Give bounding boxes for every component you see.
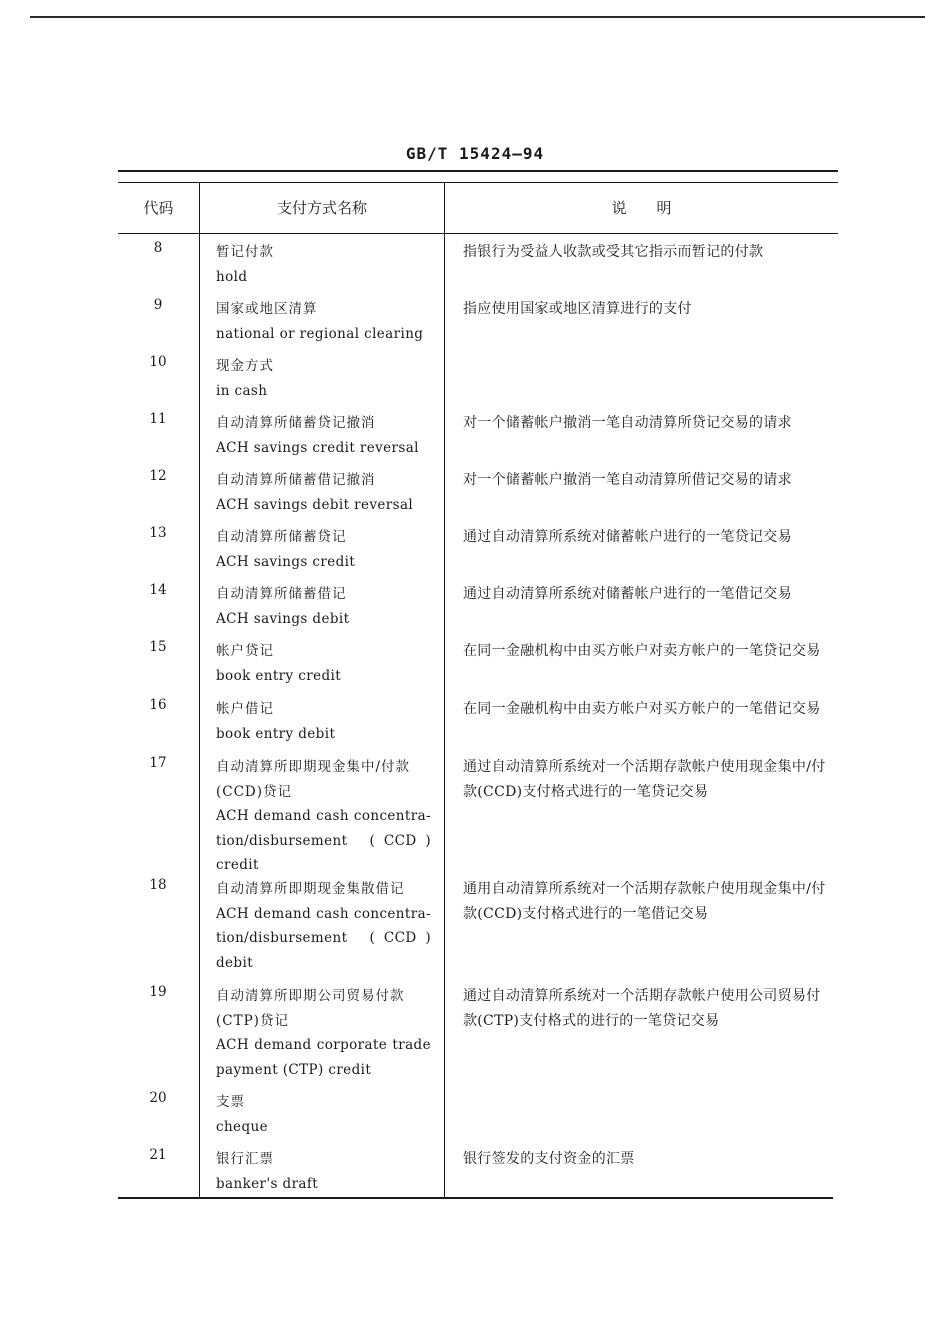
row-name-zh: 自动清算所储蓄借记	[216, 586, 347, 602]
row-name-en: ACH demand cash concentra-	[216, 808, 431, 824]
row-description: 在同一金融机构中由卖方帐户对买方帐户的一笔借记交易	[463, 701, 821, 717]
row-name-zh: 帐户借记	[216, 701, 274, 717]
row-code: 21	[149, 1147, 167, 1163]
row-code: 14	[149, 582, 167, 598]
column-header-code: 代码	[143, 199, 174, 217]
row-name	[216, 582, 431, 631]
row-description: 通用自动清算所系统对一个活期存款帐户使用现金集中/付款(CCD)支付格式进行的一笔借记交易	[463, 881, 826, 922]
row-name	[216, 468, 431, 517]
row-name-zh: 支票	[216, 1094, 245, 1110]
row-name-zh: 银行汇票	[216, 1151, 274, 1167]
row-name	[216, 240, 431, 289]
row-code: 18	[149, 877, 167, 893]
row-code: 11	[149, 411, 167, 427]
row-description: 对一个储蓄帐户撤消一笔自动清算所贷记交易的请求	[463, 415, 792, 431]
row-name-en: cheque	[216, 1118, 268, 1135]
row-name	[216, 297, 431, 346]
row-description: 通过自动清算所系统对储蓄帐户进行的一笔借记交易	[463, 586, 792, 602]
column-header-description: 说 明	[611, 199, 672, 217]
column-header-name: 支付方式名称	[276, 199, 367, 217]
row-name-en: in cash	[216, 382, 268, 399]
row-description: 通过自动清算所系统对一个活期存款帐户使用现金集中/付款(CCD)支付格式进行的一笔贷记交易	[463, 759, 826, 800]
row-name	[216, 755, 431, 878]
row-name-en: banker's draft	[216, 1175, 319, 1192]
row-code: 13	[149, 525, 167, 541]
row-name-zh: 自动清算所储蓄借记撤消	[216, 472, 376, 488]
row-code: 10	[149, 354, 167, 370]
row-name-en: tion/disbursement ( CCD )	[216, 832, 431, 849]
standard-number-header: GB/T 15424—94	[405, 144, 545, 163]
row-name-en: tion/disbursement ( CCD )	[216, 930, 431, 946]
row-name	[216, 1090, 431, 1139]
row-name-en: book entry debit	[216, 725, 336, 742]
row-description: 通过自动清算所系统对一个活期存款帐户使用公司贸易付款(CTP)支付格式的进行的一笔贷记交易	[463, 988, 821, 1029]
row-code: 20	[149, 1090, 167, 1106]
row-name	[216, 877, 431, 975]
row-name	[216, 411, 431, 460]
row-name-en: credit	[216, 857, 259, 873]
row-description: 指应使用国家或地区清算进行的支付	[463, 301, 692, 317]
row-name-zh: 自动清算所即期现金集中/付款(CCD)贷记	[216, 759, 411, 800]
table-divider-name	[444, 182, 445, 1197]
row-description: 对一个储蓄帐户撤消一笔自动清算所借记交易的请求	[463, 472, 792, 488]
row-name-en: ACH savings credit	[216, 553, 356, 570]
row-name	[216, 354, 431, 403]
row-name	[216, 525, 431, 574]
row-name-zh: 现金方式	[216, 358, 274, 374]
row-name-en: ACH savings credit reversal	[216, 439, 419, 456]
row-name-zh: 自动清算所即期公司贸易付款(CTP)贷记	[216, 988, 405, 1029]
row-name-en: ACH demand cash concentra-	[216, 905, 431, 922]
row-name	[216, 697, 431, 746]
row-description: 在同一金融机构中由买方帐户对卖方帐户的一笔贷记交易	[463, 643, 821, 659]
row-name-en: payment (CTP) credit	[216, 1061, 372, 1078]
row-name	[216, 1147, 431, 1196]
row-name-zh: 帐户贷记	[216, 643, 274, 659]
row-description: 银行签发的支付资金的汇票	[463, 1151, 635, 1167]
table-bottom-rule	[118, 1197, 833, 1199]
row-name-en: ACH savings debit	[216, 610, 350, 627]
row-name-zh: 暂记付款	[216, 244, 274, 260]
row-code: 8	[153, 240, 163, 256]
row-code: 17	[149, 755, 167, 771]
row-name-en: hold	[216, 268, 248, 285]
row-name-zh: 国家或地区清算	[216, 301, 318, 317]
row-name-en: ACH demand corporate trade	[216, 1037, 431, 1053]
table-divider-code	[199, 182, 200, 1197]
table-top-rule	[118, 170, 838, 172]
row-name	[216, 984, 431, 1082]
row-code: 9	[153, 297, 163, 313]
row-name-en: national or regional clearing	[216, 325, 424, 342]
row-code: 12	[149, 468, 167, 484]
top-border-rule	[30, 16, 925, 18]
row-name-en: debit	[216, 954, 254, 971]
row-description: 通过自动清算所系统对储蓄帐户进行的一笔贷记交易	[463, 529, 792, 545]
row-code: 15	[149, 639, 167, 655]
row-name	[216, 639, 431, 688]
row-name-zh: 自动清算所储蓄贷记撤消	[216, 415, 376, 431]
row-name-zh: 自动清算所即期现金集散借记	[216, 881, 405, 897]
row-description: 指银行为受益人收款或受其它指示而暂记的付款	[463, 244, 764, 260]
row-name-en: ACH savings debit reversal	[216, 496, 414, 513]
row-code: 19	[149, 984, 167, 1000]
row-code: 16	[149, 697, 167, 713]
row-name-en: book entry credit	[216, 667, 342, 684]
row-name-zh: 自动清算所储蓄贷记	[216, 529, 347, 545]
